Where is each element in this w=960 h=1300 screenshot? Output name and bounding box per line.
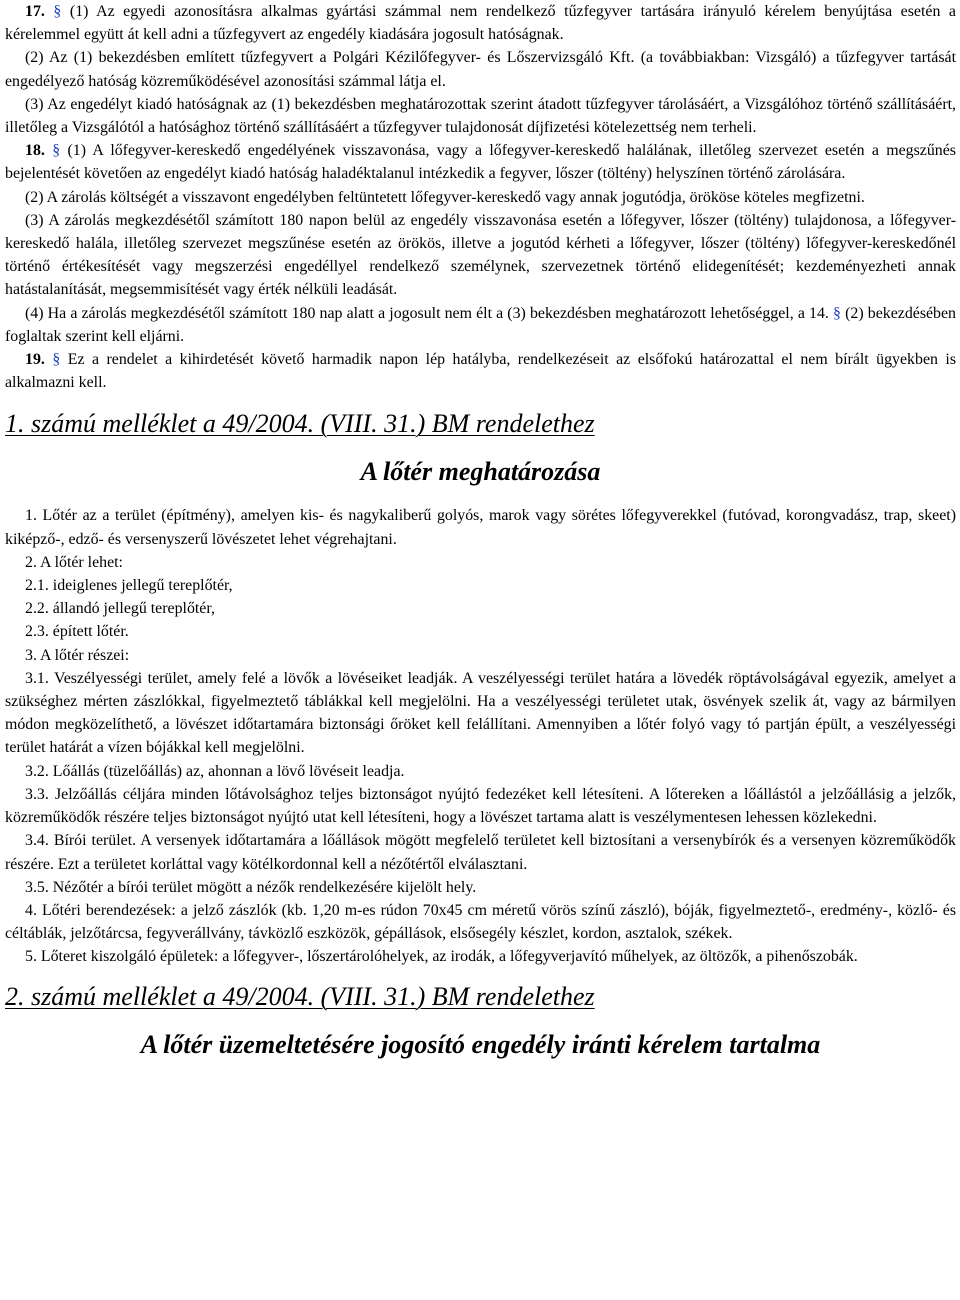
annex-1-item-2-3: 2.3. épített lőtér. xyxy=(25,623,129,641)
section-17-paragraph-2: (2) Az (1) bekezdésben említett tűzfegyvert a Polgári Kézilőfegyver- és Lőszervizsgáló Kft. (a továbbiakban: Vizsgáló) a tűzfegyver tartását engedélyező hatóság közreműködésével azonosítási számmal látja el. xyxy=(5,49,956,90)
spacer xyxy=(5,394,956,408)
section-17-number: 17. xyxy=(25,3,45,20)
annex-1-title: A lőtér meghatározása xyxy=(360,457,601,487)
section-18-paragraph-3: (3) A zárolás megkezdésétől számított 180 napon belül az engedély visszavonása esetén a lőfegyver, lőszer (töltény) tulajdonosa, a lőfegyver-kereskedő halála, illetőleg szervezet megszűnése esetén az örökös, illetve a jogutód kérheti a lőfegyver, lőszer (töltény) lőfegyver-kereskedőnél történő értékesítését vagy megszerzési engedéllyel rendelkező személynek, szervezetnek történő elidegenítését; kezdeményezheti annak hatástalanítását, megsemmisítését vagy érték nélküli leadását. xyxy=(5,211,956,299)
annex-1-item-1: 1. Lőtér az a terület (építmény), amelyen kis- és nagykaliberű golyós, marok vagy sörétes lőfegyverekkel (futóvad, korongvadász, trap, skeet) kiképző-, edző- és versenyszerű lövészetet lehet végrehajtani. xyxy=(5,507,956,548)
annex-1-item-3-3: 3.3. Jelzőállás céljára minden lőtávolsághoz teljes biztonságot nyújtó fedezéket kell létesíteni. A lőtereken a lőállástól a jelzőállásig a jelzők, közreműködők részére teljes biztonságot nyújtó utat kell létesíteni, hogy a lövészet tartama alatt is veszélymentesen lehessen közlekedni. xyxy=(5,785,956,827)
section-18-text-1: (1) A lőfegyver-kereskedő engedélyének visszavonása, vagy a lőfegyver-kereskedő halálának, illetőleg szervezet esetén a megszűnés bejelentését követően az engedélyt kiadó hatóság haladéktalanul intézkedik a fegyver, lőszer (töltény) helyszínen történő zárolására. xyxy=(5,142,956,183)
section-17-paragraph-3: (3) Az engedélyt kiadó hatóságnak az (1) bekezdésben meghatározottak szerint átadott tűzfegyver tárolásáért, a Vizsgálóhoz történő szállításáért, illetőleg a Vizsgálótól a hatósághoz történő szállításáért a tűzfegyver tulajdonosát díjfizetési kötelezettség nem terheli. xyxy=(5,95,956,137)
section-19-sign-link[interactable]: § xyxy=(52,351,61,369)
section-19-text-1: Ez a rendelet a kihirdetését követő harmadik napon lép hatályba, rendelkezéseit az elsőfokú határozattal el nem bírált ügyekben is alkalmazni kell. xyxy=(5,351,956,392)
section-18-text-4-post: (2) bekezdésében foglaltak szerint kell eljárni. xyxy=(5,304,956,345)
annex-1-item-3-4: 3.4. Bírói terület. A versenyek időtartamára a lőállások mögött megfelelő területet kell biztosítani a versenybírók és a versenyen közreműködők részére. Ezt a területet korláttal vagy kötélkordonnal kell a nézőtértől elválasztani. xyxy=(5,832,956,873)
section-19-number: 19. xyxy=(25,351,45,369)
annex-1-item-5: 5. Lőteret kiszolgáló épületek: a lőfegyver-, lőszertárolóhelyek, az irodák, a lőfegyverjavító műhelyek, az öltözők, a pihenőszobák. xyxy=(25,948,858,966)
section-18-paragraph-4 xyxy=(5,302,956,348)
section-18-paragraph-1 xyxy=(5,139,956,185)
annex-1-item-3-1: 3.1. Veszélyességi terület, amely felé a lövők a lövéseiket leadják. A veszélyességi terület határa a lövedék röptávolságával egyezik, amelyet a szükséghez mérten zászlókkal, figyelmeztető táblákkal kell megjelölni. Ha a veszélyességi területet utak, ösvények szelik át, vagy az bármilyen módon megközelíthető, a lövészet időtartamára biztonsági őröket kell felállítani. Amennyiben a lőtér folyó vagy tó partján épült, a veszélyességi terület határát a vízen bójákkal kell megjelölni. xyxy=(5,669,956,757)
section-17-sign-link[interactable]: § xyxy=(53,3,62,20)
annex-1-item-3-2: 3.2. Lőállás (tüzelőállás) az, ahonnan a lövő lövéseit leadja. xyxy=(25,762,405,780)
section-18-text-4-pre: (4) Ha a zárolás megkezdésétől számított 180 nap alatt a jogosult nem élt a (3) bekezdésben meghatározott lehetőséggel, a 14. xyxy=(25,304,829,322)
annex-1-item-2: 2. A lőtér lehet: xyxy=(25,553,123,571)
annex-1-item-4: 4. Lőtéri berendezések: a jelző zászlók (kb. 1,20 m-es rúdon 70x45 cm méretű vörös színű zászló), bóják, figyelmeztető-, eredmény-, közlő- és céltáblák, jelzőtárcsa, fegyverállvány, távközlő eszközök, gépállások, elsősegély készlet, kordon, asztalok, székek. xyxy=(5,901,956,943)
annex-2-title: A lőtér üzemeltetésére jogosító engedély iránti kérelem tartalma xyxy=(140,1029,821,1059)
spacer xyxy=(5,488,956,504)
section-17-paragraph-1 xyxy=(5,0,956,46)
section-18-sign-link[interactable]: § xyxy=(52,142,61,160)
annex-1-heading: 1. számú melléklet a 49/2004. (VIII. 31.) BM rendelethez xyxy=(5,409,595,439)
annex-1-item-3: 3. A lőtér részei: xyxy=(25,646,130,664)
annex-2-heading: 2. számú melléklet a 49/2004. (VIII. 31.) BM rendelethez xyxy=(5,981,595,1011)
annex-1-item-2-2: 2.2. állandó jellegű tereplőtér, xyxy=(25,600,215,618)
section-18-number: 18. xyxy=(25,142,45,160)
spacer xyxy=(5,969,956,981)
section-14-sign-link[interactable]: § xyxy=(833,304,841,322)
section-17-text-1: (1) Az egyedi azonosításra alkalmas gyártási számmal nem rendelkező tűzfegyver tartására irányuló kérelem benyújtása esetén a kérelemmel együtt át kell adni a tűzfegyvert az engedély kiadására jogosult hatóságnak. xyxy=(5,3,956,44)
spacer xyxy=(5,440,956,456)
section-18-paragraph-2: (2) A zárolás költségét a visszavont engedélyben feltüntetett lőfegyver-kereskedő vagy annak jogutódja, örököse köteles megfizetni. xyxy=(25,188,865,206)
spacer xyxy=(5,1013,956,1029)
annex-1-item-2-1: 2.1. ideiglenes jellegű tereplőtér, xyxy=(25,577,233,595)
annex-1-item-3-5: 3.5. Nézőtér a bírói terület mögött a nézők rendelkezésére kijelölt hely. xyxy=(25,878,477,896)
section-19-paragraph-1 xyxy=(5,348,956,394)
